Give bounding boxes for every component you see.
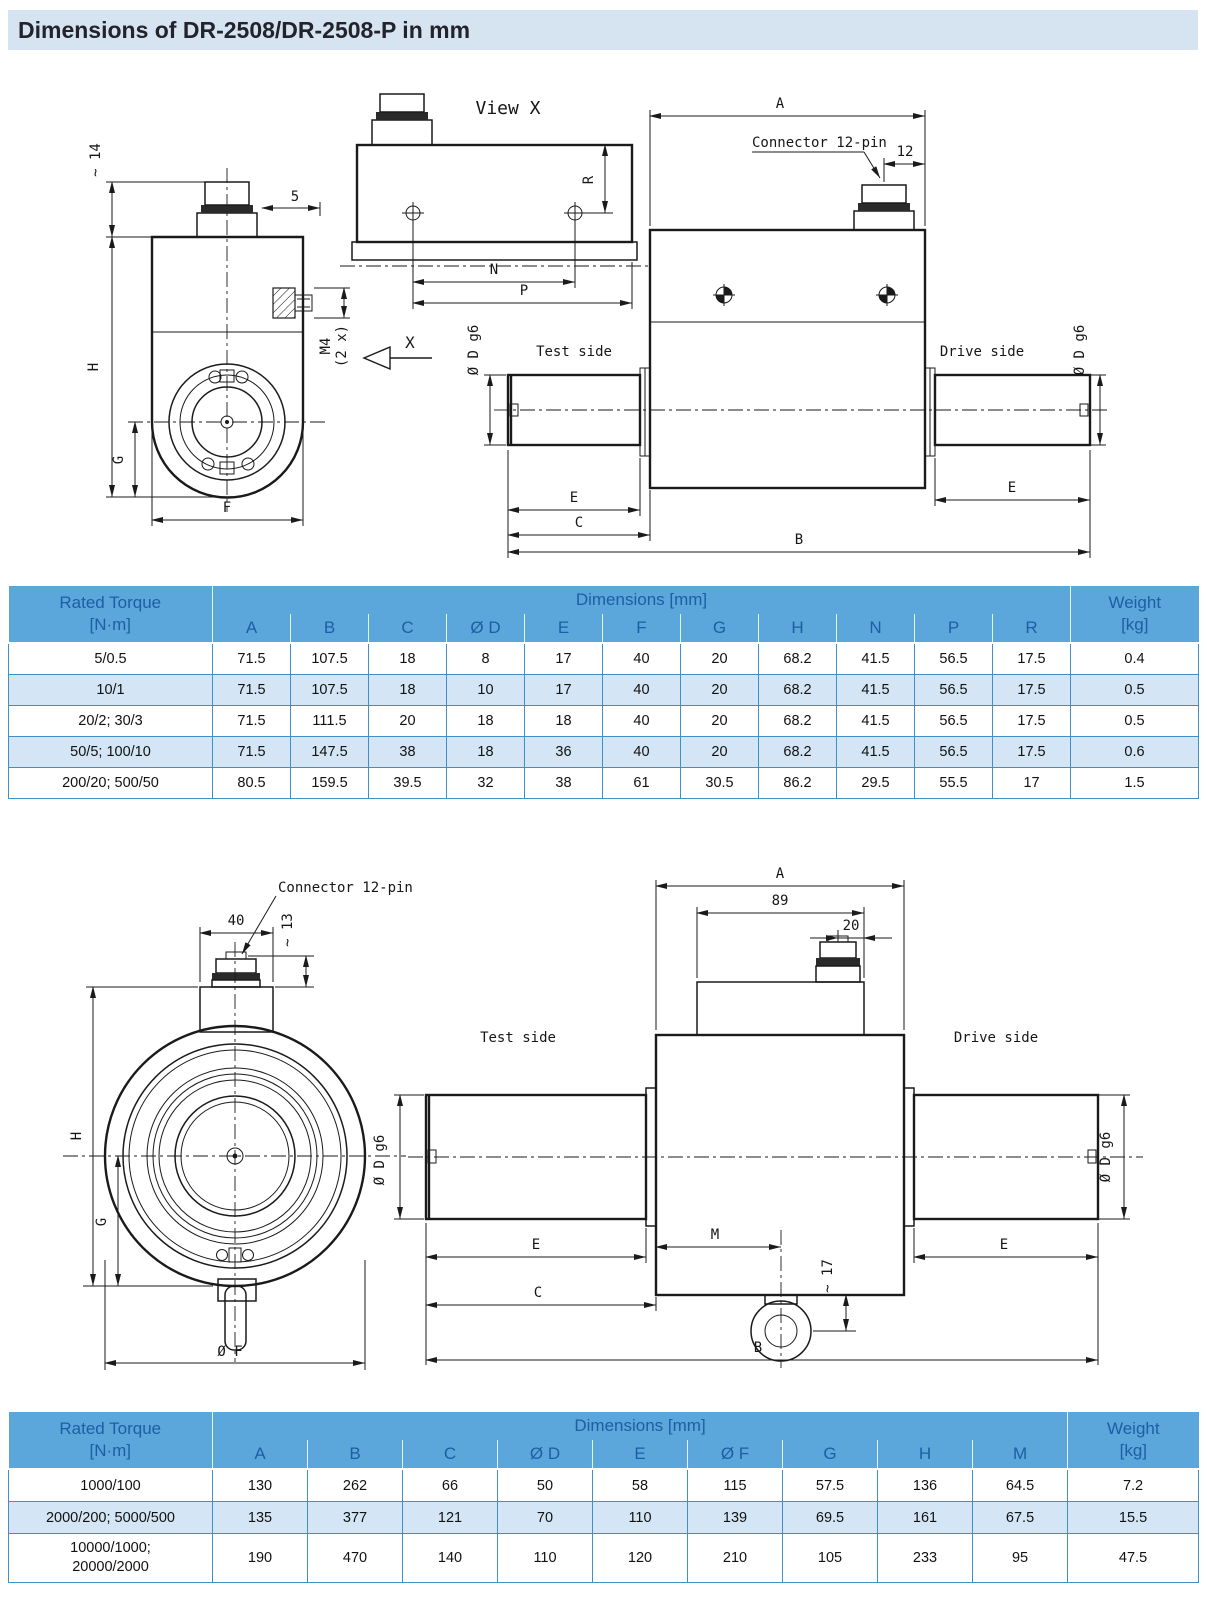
dim-cell: 71.5 (213, 643, 291, 675)
dim-label-approx14: ~ 14 (88, 143, 104, 177)
dim-cell: 105 (783, 1534, 878, 1583)
dia-d-label-left: Ø D g6 (466, 324, 482, 376)
dim-cell: 57.5 (783, 1469, 878, 1502)
table-row (9, 737, 1199, 768)
torque-cell: 2000/200; 5000/500 (9, 1502, 213, 1534)
dim-cell: 470 (308, 1534, 403, 1583)
dim-cell: 147.5 (291, 737, 369, 768)
rated-torque-header: Rated Torque [N·m] (9, 586, 213, 643)
torque-cell: 1000/100 (9, 1469, 213, 1502)
dim-cell: 110 (498, 1534, 593, 1583)
view-x-title: View X (475, 98, 541, 119)
front-view-large (63, 880, 413, 1370)
table-row (9, 643, 1199, 675)
dim-cell: 233 (878, 1534, 973, 1583)
dim-label-e-left: E (569, 490, 579, 506)
table-row (9, 1534, 1199, 1583)
dim-cell: 38 (525, 768, 603, 799)
col-header: H (878, 1440, 973, 1469)
col-header: A (213, 1440, 308, 1469)
drive-side-label: Drive side (953, 1030, 1039, 1046)
position-mark-icon (876, 284, 898, 306)
position-mark-icon (713, 284, 735, 306)
dim-label-g: G (111, 455, 127, 465)
dim-cell: 64.5 (973, 1469, 1068, 1502)
dim-cell: 56.5 (915, 675, 993, 706)
torque-cell: 10/1 (9, 675, 213, 706)
dim-cell: 136 (878, 1469, 973, 1502)
dim-cell: 30.5 (681, 768, 759, 799)
table-row (9, 1469, 1199, 1502)
dim-cell: 86.2 (759, 768, 837, 799)
weight-header: Weight [kg] (1068, 1412, 1199, 1469)
dim-cell: 135 (213, 1502, 308, 1534)
view-direction-label: X (405, 333, 415, 352)
dim-label-c: C (533, 1285, 543, 1301)
col-header: Ø F (688, 1440, 783, 1469)
dim-cell: 56.5 (915, 706, 993, 737)
dim-label-e-left: E (531, 1237, 541, 1253)
connector-callout: Connector 12-pin (278, 880, 413, 896)
dim-label-b: B (794, 532, 804, 548)
dim-cell: 41.5 (837, 643, 915, 675)
dim-label-12: 12 (896, 144, 914, 160)
weight-cell: 7.2 (1068, 1469, 1199, 1502)
dim-cell: 71.5 (213, 675, 291, 706)
col-header: G (783, 1440, 878, 1469)
dim-cell: 36 (525, 737, 603, 768)
col-header: A (213, 614, 291, 643)
dim-cell: 111.5 (291, 706, 369, 737)
weight-cell: 15.5 (1068, 1502, 1199, 1534)
dim-label-approx13: ~ 13 (280, 913, 296, 947)
torque-cell: 10000/1000; 20000/2000 (9, 1534, 213, 1583)
dim-cell: 20 (681, 737, 759, 768)
dim-cell: 377 (308, 1502, 403, 1534)
dim-cell: 66 (403, 1469, 498, 1502)
col-header: C (403, 1440, 498, 1469)
col-header: F (603, 614, 681, 643)
col-header: N (837, 614, 915, 643)
dia-d-label-right: Ø D g6 (1098, 1131, 1114, 1183)
dimensions-table-large (8, 1412, 1199, 1583)
table-row (9, 706, 1199, 737)
dim-label-approx17: ~ 17 (820, 1259, 836, 1293)
col-header: G (681, 614, 759, 643)
dim-cell: 210 (688, 1534, 783, 1583)
drawing-bottom-section (8, 830, 1198, 1375)
dim-label-89: 89 (771, 893, 789, 909)
dim-cell: 40 (603, 706, 681, 737)
dim-label-a: A (775, 96, 785, 112)
dim-label-e-right: E (1007, 480, 1017, 496)
table-row (9, 1502, 1199, 1534)
col-header: E (593, 1440, 688, 1469)
weight-cell: 0.6 (1071, 737, 1199, 768)
dimensions-table-small (8, 586, 1199, 799)
dim-cell: 56.5 (915, 643, 993, 675)
rated-torque-header: Rated Torque [N·m] (9, 1412, 213, 1469)
torque-cell: 5/0.5 (9, 643, 213, 675)
torque-cell: 20/2; 30/3 (9, 706, 213, 737)
dim-cell: 18 (525, 706, 603, 737)
dim-cell: 20 (681, 643, 759, 675)
dim-cell: 95 (973, 1534, 1068, 1583)
dim-cell: 40 (603, 737, 681, 768)
dim-cell: 107.5 (291, 643, 369, 675)
dim-cell: 61 (603, 768, 681, 799)
dim-label-c: C (574, 515, 584, 531)
dim-cell: 17.5 (993, 737, 1071, 768)
dim-cell: 55.5 (915, 768, 993, 799)
test-side-label: Test side (480, 1030, 556, 1046)
dim-cell: 68.2 (759, 643, 837, 675)
dim-cell: 68.2 (759, 706, 837, 737)
col-header: C (369, 614, 447, 643)
dim-cell: 80.5 (213, 768, 291, 799)
col-header: E (525, 614, 603, 643)
weight-cell: 0.5 (1071, 706, 1199, 737)
dim-label-m4-qty: (2 x) (334, 324, 350, 368)
dim-cell: 40 (603, 643, 681, 675)
dim-label-5: 5 (290, 189, 300, 205)
dim-cell: 56.5 (915, 737, 993, 768)
dim-cell: 17 (993, 768, 1071, 799)
dim-label-g: G (94, 1217, 110, 1227)
dim-label-e-right: E (999, 1237, 1009, 1253)
side-view-large (372, 866, 1143, 1368)
torque-cell: 50/5; 100/10 (9, 737, 213, 768)
weight-cell: 0.5 (1071, 675, 1199, 706)
test-side-label: Test side (536, 344, 612, 360)
table-row (9, 675, 1199, 706)
dim-cell: 67.5 (973, 1502, 1068, 1534)
col-header: B (291, 614, 369, 643)
dim-cell: 69.5 (783, 1502, 878, 1534)
weight-header: Weight [kg] (1071, 586, 1199, 643)
dim-cell: 17 (525, 643, 603, 675)
col-header: R (993, 614, 1071, 643)
weight-cell: 47.5 (1068, 1534, 1199, 1583)
weight-cell: 1.5 (1071, 768, 1199, 799)
dim-cell: 18 (369, 675, 447, 706)
page-title: Dimensions of DR-2508/DR-2508-P in mm (8, 10, 1198, 50)
dim-cell: 18 (369, 643, 447, 675)
dim-cell: 39.5 (369, 768, 447, 799)
dim-cell: 40 (603, 675, 681, 706)
col-header: B (308, 1440, 403, 1469)
dim-cell: 120 (593, 1534, 688, 1583)
dim-cell: 140 (403, 1534, 498, 1583)
dim-label-20: 20 (842, 918, 860, 934)
dim-cell: 161 (878, 1502, 973, 1534)
front-view-small (86, 143, 350, 526)
dimensions-header: Dimensions [mm] (213, 586, 1071, 614)
dim-cell: 17.5 (993, 643, 1071, 675)
dim-label-h: H (69, 1131, 85, 1141)
col-header: H (759, 614, 837, 643)
dim-cell: 115 (688, 1469, 783, 1502)
dia-d-label-left: Ø D g6 (372, 1134, 388, 1186)
dim-label-m: M (710, 1227, 720, 1243)
dim-label-b: B (753, 1340, 763, 1356)
dim-cell: 17 (525, 675, 603, 706)
dim-label-a: A (775, 866, 785, 882)
dim-label-r: R (581, 175, 597, 185)
torque-cell: 200/20; 500/50 (9, 768, 213, 799)
dim-cell: 17.5 (993, 675, 1071, 706)
dim-cell: 71.5 (213, 737, 291, 768)
dim-label-h: H (86, 362, 102, 372)
dim-label-40: 40 (227, 913, 245, 929)
dim-cell: 190 (213, 1534, 308, 1583)
dim-cell: 10 (447, 675, 525, 706)
drawing-top-section (8, 60, 1198, 578)
dim-label-m4: M4 (318, 337, 334, 355)
dim-cell: 70 (498, 1502, 593, 1534)
col-header: Ø D (498, 1440, 593, 1469)
dim-cell: 38 (369, 737, 447, 768)
dim-cell: 20 (681, 675, 759, 706)
dim-label-n: N (489, 262, 499, 278)
dim-cell: 20 (681, 706, 759, 737)
col-header: P (915, 614, 993, 643)
table-row (9, 768, 1199, 799)
weight-cell: 0.4 (1071, 643, 1199, 675)
dim-cell: 68.2 (759, 675, 837, 706)
dim-cell: 107.5 (291, 675, 369, 706)
dimensions-header: Dimensions [mm] (213, 1412, 1068, 1440)
dim-label-dia-f: Ø F (217, 1344, 243, 1360)
dim-cell: 58 (593, 1469, 688, 1502)
col-header: M (973, 1440, 1068, 1469)
dia-d-label-right: Ø D g6 (1072, 324, 1088, 376)
dim-cell: 41.5 (837, 706, 915, 737)
drive-side-label: Drive side (939, 344, 1025, 360)
dim-cell: 41.5 (837, 675, 915, 706)
dim-label-p: P (519, 283, 529, 299)
dim-label-f: F (222, 500, 232, 516)
dim-cell: 139 (688, 1502, 783, 1534)
dim-cell: 18 (447, 706, 525, 737)
dim-cell: 20 (369, 706, 447, 737)
side-view-small (466, 96, 1110, 558)
dim-cell: 18 (447, 737, 525, 768)
view-x (340, 94, 650, 369)
dim-cell: 41.5 (837, 737, 915, 768)
dim-cell: 159.5 (291, 768, 369, 799)
dim-cell: 29.5 (837, 768, 915, 799)
dim-cell: 71.5 (213, 706, 291, 737)
dim-cell: 130 (213, 1469, 308, 1502)
dim-cell: 121 (403, 1502, 498, 1534)
dim-cell: 17.5 (993, 706, 1071, 737)
dim-cell: 110 (593, 1502, 688, 1534)
dim-cell: 262 (308, 1469, 403, 1502)
dim-cell: 68.2 (759, 737, 837, 768)
col-header: Ø D (447, 614, 525, 643)
dim-cell: 8 (447, 643, 525, 675)
connector-callout: Connector 12-pin (752, 135, 887, 151)
dim-cell: 50 (498, 1469, 593, 1502)
dim-cell: 32 (447, 768, 525, 799)
